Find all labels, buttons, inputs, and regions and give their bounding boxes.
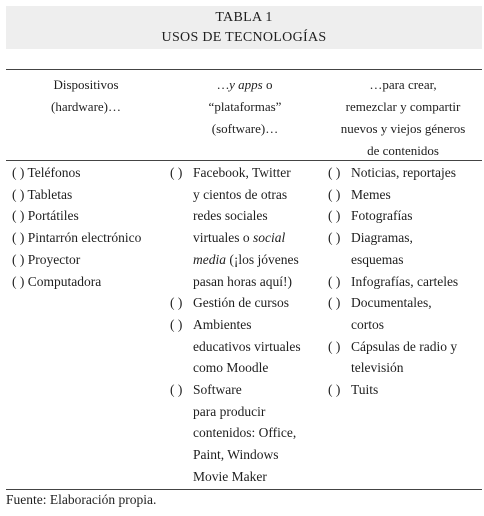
item-line: Tuits <box>351 382 379 398</box>
top-rule <box>6 69 482 70</box>
content-item <box>328 162 482 184</box>
item-line: Facebook, Twitter <box>193 165 291 180</box>
content-item <box>328 379 482 401</box>
checkbox-marker: ( ) <box>170 165 183 180</box>
item-line: Gestión de cursos <box>193 295 289 311</box>
item-line: y cientos de otras <box>193 186 288 202</box>
device-item: ( ) Portátiles <box>12 208 79 224</box>
item-line: Movie Maker <box>193 468 267 484</box>
checkbox-marker: ( ) <box>328 208 341 224</box>
device-item: ( ) Proyector <box>12 251 81 267</box>
item-line: Noticias, reportajes <box>351 165 456 180</box>
item-line: Memes <box>351 186 391 202</box>
devices-column <box>12 162 164 292</box>
table-label: TABLA 1 <box>215 10 273 25</box>
checkbox-marker: ( ) <box>328 230 341 246</box>
checkbox-marker: ( ) <box>328 338 341 354</box>
item-line: como Moodle <box>193 360 269 376</box>
item-line: Infografías, carteles <box>351 273 459 289</box>
checkbox-marker: ( ) <box>170 295 183 311</box>
checkbox-marker: ( ) <box>328 273 341 289</box>
checkbox-marker: ( ) <box>328 295 341 311</box>
item-line: educativos virtuales <box>193 338 301 354</box>
table-title: USOS DE TECNOLOGÍAS <box>161 30 327 45</box>
item-line: Software <box>193 382 242 398</box>
footnote: Fuente: Elaboración propia. <box>6 492 157 507</box>
item-line: Paint, Windows <box>193 447 279 463</box>
item-line: virtuales o social <box>193 230 286 246</box>
item-line: contenidos: Office, <box>193 425 297 441</box>
apps-column <box>170 162 320 488</box>
device-item: ( ) Tabletas <box>12 186 73 202</box>
checkbox-marker: ( ) <box>170 382 183 398</box>
content-item <box>328 292 482 335</box>
table-caption <box>6 6 482 49</box>
item-line: Fotografías <box>351 208 413 224</box>
content-item <box>328 205 482 227</box>
header-content: …para crear, remezclar y compartir nuevos y viejos géneros de contenidos <box>340 77 466 158</box>
item-line: redes sociales <box>193 208 268 224</box>
bottom-rule <box>6 489 482 490</box>
checkbox-marker: ( ) <box>170 316 183 332</box>
item-line: televisión <box>351 360 404 376</box>
content-item <box>328 184 482 206</box>
device-item: ( ) Teléfonos <box>12 165 81 180</box>
header-rule <box>6 160 482 161</box>
content-column <box>328 162 482 401</box>
content-item <box>328 271 482 293</box>
header-devices: Dispositivos (hardware)… <box>50 77 121 114</box>
apps-item <box>170 162 320 292</box>
checkbox-marker: ( ) <box>328 165 341 180</box>
content-item <box>328 336 482 379</box>
checkbox-marker: ( ) <box>328 382 341 398</box>
item-line: cortos <box>351 316 384 332</box>
item-line: Cápsulas de radio y <box>351 338 458 354</box>
device-item: ( ) Pintarrón electrónico <box>12 230 142 246</box>
device-item: ( ) Computadora <box>12 273 102 289</box>
item-line: Diagramas, <box>351 230 413 246</box>
item-line: para producir <box>193 403 266 419</box>
content-item <box>328 227 482 270</box>
checkbox-marker: ( ) <box>328 186 341 202</box>
apps-item <box>170 314 320 379</box>
header-apps: …y apps o “plataformas” (software)… <box>208 77 282 136</box>
item-line: media (¡los jóvenes <box>193 251 299 267</box>
apps-item <box>170 379 320 488</box>
apps-item <box>170 292 320 314</box>
item-line: esquemas <box>351 251 404 267</box>
item-line: Documentales, <box>351 295 432 311</box>
item-line: Ambientes <box>193 316 252 332</box>
item-line: pasan horas aquí!) <box>193 273 292 289</box>
